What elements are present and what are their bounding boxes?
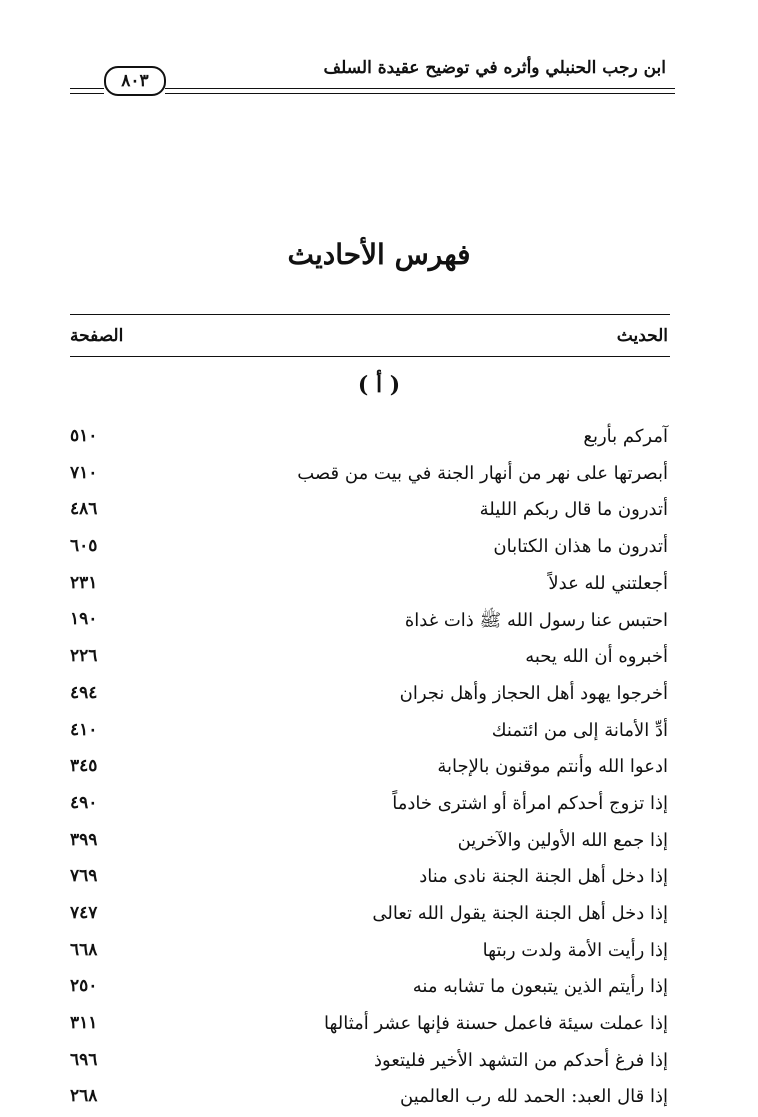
list-item [70, 860, 670, 897]
hadith-page: ٢٣١ [70, 572, 98, 593]
page-number: ٨٠٣ [104, 66, 166, 96]
hadith-page: ٦٦٨ [70, 939, 98, 960]
hadith-page: ٢٥٠ [70, 976, 98, 997]
list-item [70, 493, 670, 530]
list-item [70, 970, 670, 1007]
hadith-text: أجعلتني لله عدلاً [548, 572, 668, 594]
hadith-text: إذا دخل أهل الجنة الجنة يقول الله تعالى [372, 902, 668, 924]
hadith-page: ٢٦٨ [70, 1086, 98, 1107]
hadith-page: ٣١١ [70, 1013, 98, 1033]
hadith-page: ٤٨٦ [70, 499, 98, 520]
table-header-rule [70, 356, 670, 357]
hadith-text: إذا عملت سيئة فاعمل حسنة فإنها عشر أمثالها [323, 1013, 668, 1034]
hadith-page: ٥١٠ [70, 426, 98, 446]
section-letter: ( أ ) [357, 372, 401, 398]
list-item [70, 567, 670, 604]
hadith-text: إذا رأيتم الذين يتبعون ما تشابه منه [412, 976, 668, 998]
list-item [70, 640, 670, 677]
hadith-page: ١٩٠ [70, 609, 98, 630]
hadith-text: إذا تزوج أحدكم امرأة أو اشترى خادماً [392, 792, 668, 814]
hadith-text: أخرجوا يهود أهل الحجاز وأهل نجران [399, 682, 668, 704]
hadith-page: ٤٩٤ [70, 682, 98, 703]
list-item [70, 420, 670, 457]
header-rule-bottom [165, 93, 675, 94]
list-item [70, 897, 670, 934]
column-header-hadith: الحديث [616, 326, 668, 346]
list-item [70, 1007, 670, 1044]
list-item [70, 824, 670, 861]
hadith-page: ٦٠٥ [70, 536, 98, 557]
hadith-text: أتدرون ما هذان الكتابان [493, 536, 668, 558]
hadith-text: إذا رأيت الأمة ولدت ربتها [482, 939, 668, 961]
list-item [70, 677, 670, 714]
list-item [70, 457, 670, 494]
hadith-text: أخبروه أن الله يحبه [525, 646, 668, 668]
hadith-page: ٧٤٧ [70, 902, 98, 923]
list-item [70, 787, 670, 824]
hadith-text: إذا قال العبد: الحمد لله رب العالمين [400, 1086, 668, 1108]
hadith-page: ٧٦٩ [70, 866, 98, 887]
hadith-text: أدِّ الأمانة إلى من ائتمنك [491, 719, 668, 741]
hadith-index-list [70, 420, 670, 1117]
hadith-page: ٣٤٥ [70, 756, 98, 777]
hadith-page: ٧١٠ [70, 462, 98, 483]
list-item [70, 934, 670, 971]
column-header-page: الصفحة [70, 326, 124, 346]
running-title: ابن رجب الحنبلي وأثره في توضيح عقيدة السلف [323, 58, 666, 78]
hadith-text: أبصرتها على نهر من أنهار الجنة في بيت من قصب [297, 462, 668, 484]
hadith-page: ٤١٠ [70, 719, 98, 740]
hadith-text: إذا فرغ أحدكم من التشهد الأخير فليتعوذ [374, 1049, 668, 1071]
hadith-text: أتدرون ما قال ربكم الليلة [479, 499, 668, 521]
table-top-rule [70, 314, 670, 315]
hadith-text: احتبس عنا رسول الله ﷺ ذات غداة [404, 610, 668, 632]
hadith-text: إذا دخل أهل الجنة الجنة نادى مناد [419, 866, 668, 888]
list-item [70, 714, 670, 751]
hadith-page: ٦٩٦ [70, 1049, 98, 1070]
hadith-text: إذا جمع الله الأولين والآخرين [457, 829, 668, 851]
list-item [70, 1044, 670, 1081]
header-rule-left [70, 88, 104, 89]
list-item [70, 530, 670, 567]
list-item [70, 1080, 670, 1117]
list-item [70, 750, 670, 787]
page-title: فهرس الأحاديث [287, 238, 471, 271]
header-rule-left-lower [70, 93, 104, 94]
hadith-text: ادعوا الله وأنتم موقنون بالإجابة [437, 756, 668, 778]
hadith-page: ٢٢٦ [70, 646, 98, 667]
list-item [70, 603, 670, 640]
hadith-text: آمركم بأربع [583, 426, 668, 447]
hadith-page: ٣٩٩ [70, 829, 98, 850]
hadith-page: ٤٩٠ [70, 792, 98, 813]
header-rule-top [165, 88, 675, 89]
